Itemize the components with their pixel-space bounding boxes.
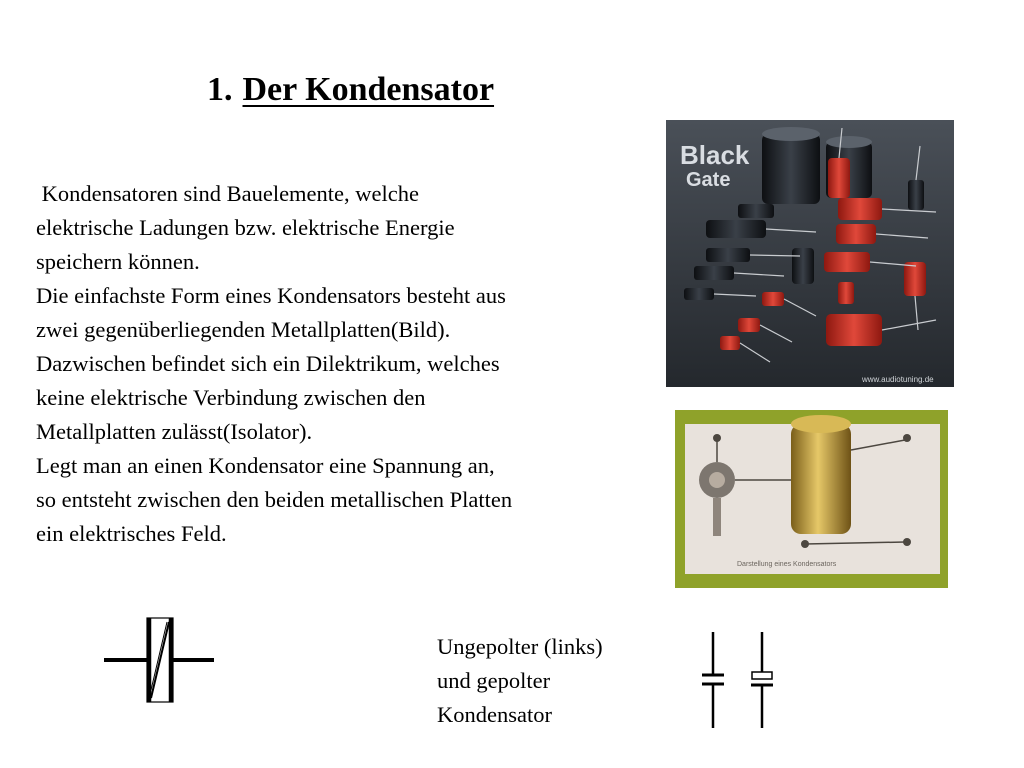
symbols-caption — [437, 630, 603, 732]
capacitors-photo — [666, 120, 954, 387]
body-line: so entsteht zwischen den beiden metallischen Platten — [36, 487, 513, 512]
capacitor-dielectric-symbol — [100, 612, 220, 707]
body-line: speichern können. — [36, 249, 200, 274]
body-text — [36, 177, 651, 551]
body-line: Metallplatten zulässt(Isolator). — [36, 419, 313, 444]
body-line: Kondensatoren sind Bauelemente, welche — [36, 181, 419, 206]
slide-title — [207, 70, 494, 110]
body-line: Legt man an einen Kondensator eine Spannung an, — [36, 453, 495, 478]
caption-line: Kondensator — [437, 702, 552, 727]
title-text: Der Kondensator — [242, 71, 495, 108]
capacitor-symbols — [696, 628, 776, 732]
photo-watermark: www.audiotuning.de — [862, 375, 934, 384]
body-line: zwei gegenüberliegenden Metallplatten(Bild). — [36, 317, 451, 342]
body-line: Die einfachste Form eines Kondensators besteht aus — [36, 283, 506, 308]
caption-line: Ungepolter (links) — [437, 634, 603, 659]
body-line: ein elektrisches Feld. — [36, 521, 227, 546]
unpolarized-capacitor-symbol — [702, 632, 724, 728]
title-number: 1. — [207, 71, 233, 108]
plate-model-photo — [675, 410, 948, 588]
caption-line: und gepolter — [437, 668, 551, 693]
svg-text:Gate: Gate — [686, 169, 731, 191]
body-line: elektrische Ladungen bzw. elektrische Energie — [36, 215, 455, 240]
body-line: keine elektrische Verbindung zwischen den — [36, 385, 426, 410]
body-line: Dazwischen befindet sich ein Dilektrikum, welches — [36, 351, 500, 376]
svg-text:Black: Black — [680, 140, 750, 170]
polarized-capacitor-symbol — [751, 632, 773, 728]
photo-label: Darstellung eines Kondensators — [737, 561, 837, 568]
